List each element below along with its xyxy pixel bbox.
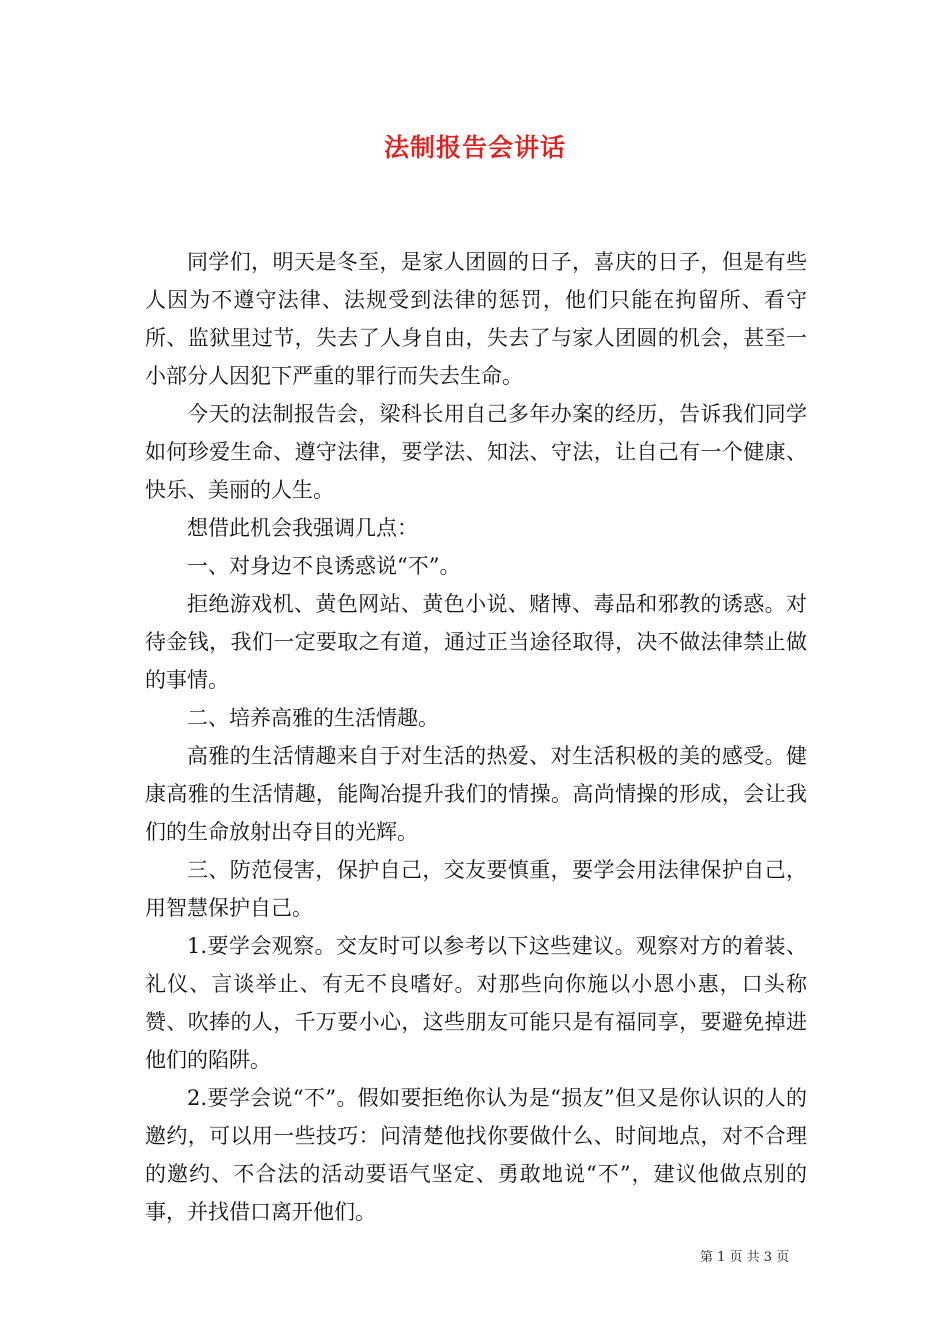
paragraph-say-no: 2.要学会说“不”。假如要拒绝你认为是“损友”但又是你认识的人的邀约，可以用一些技巧：问清楚他找你要做什么、时间地点，对不合理的邀约、不合法的活动要语气坚定、勇敢地说“不”，建议他做点别的事，并找借口离开他们。 (145, 1086, 807, 1224)
paragraph-point-one: 拒绝游戏机、黄色网站、黄色小说、赌博、毒品和邪教的诱惑。对待金钱，我们一定要取之有道，通过正当途径取得，决不做法律禁止做的事情。 (145, 592, 807, 692)
page-number-footer: 第 1 页 共 3 页 (700, 1250, 790, 1265)
document-title: 法制报告会讲话 (383, 133, 566, 162)
document-body (145, 243, 807, 1231)
paragraph-intro: 同学们，明天是冬至，是家人团圆的日子，喜庆的日子，但是有些人因为不遵守法律、法规受到法律的惩罚，他们只能在拘留所、看守所、监狱里过节，失去了人身自由，失去了与家人团圆的机会，甚至一小部分人因犯下严重的罪行而失去生命。 (145, 250, 807, 388)
heading-point-two: 二、培养高雅的生活情趣。 (187, 706, 439, 730)
paragraph-point-two: 高雅的生活情趣来自于对生活的热爱、对生活积极的美的感受。健康高雅的生活情趣，能陶冶提升我们的情操。高尚情操的形成，会让我们的生命放射出夺目的光辉。 (145, 744, 807, 844)
paragraph-emphasis: 想借此机会我强调几点： (187, 516, 418, 540)
paragraph-observe: 1.要学会观察。交友时可以参考以下这些建议。观察对方的着装、礼仪、言谈举止、有无不良嗜好。对那些向你施以小恩小惠，口头称赞、吹捧的人，千万要小心，这些朋友可能只是有福同享，要避免掉进他们的陷阱。 (145, 934, 807, 1072)
heading-point-three: 三、防范侵害，保护自己，交友要慎重，要学会用法律保护自己，用智慧保护自己。 (145, 858, 807, 920)
paragraph-report: 今天的法制报告会，梁科长用自己多年办案的经历，告诉我们同学如何珍爱生命、遵守法律，要学法、知法、守法，让自己有一个健康、快乐、美丽的人生。 (145, 402, 807, 502)
heading-point-one: 一、对身边不良诱惑说“不”。 (187, 554, 461, 578)
